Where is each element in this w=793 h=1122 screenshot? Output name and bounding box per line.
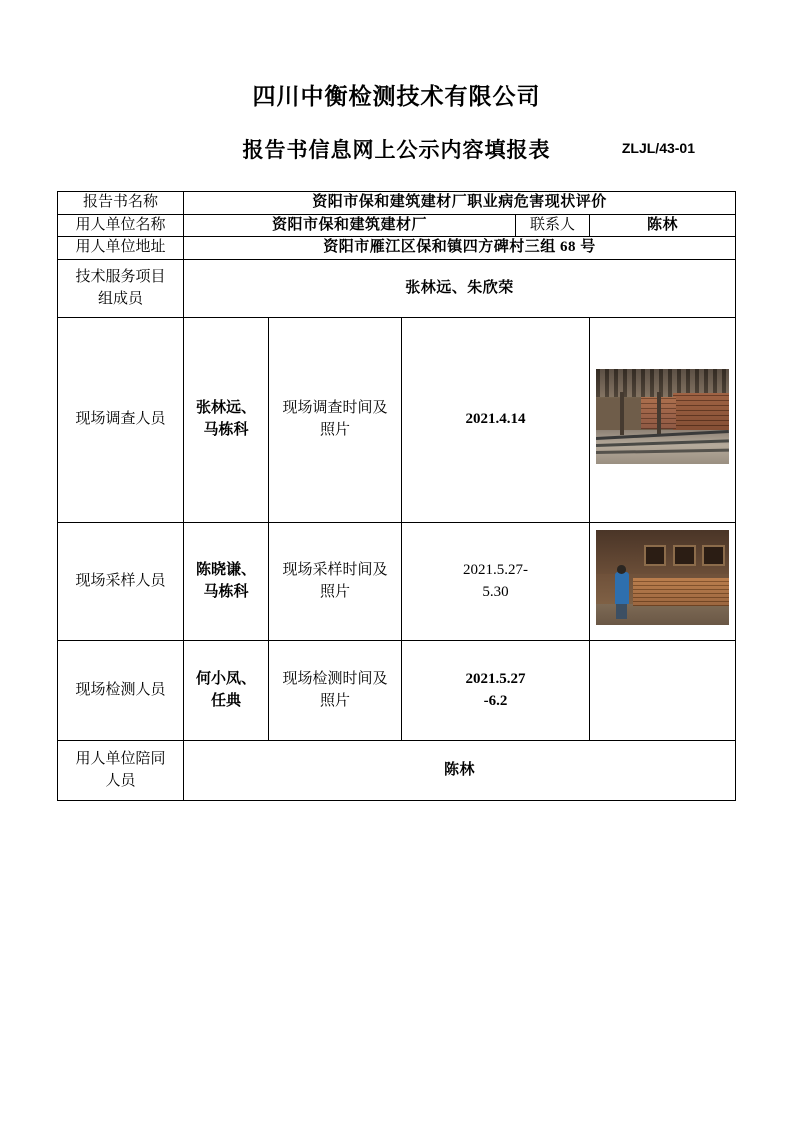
label-site-sampling: 现场采样人员 — [57, 523, 183, 641]
testing-desc-line2: 照片 — [319, 692, 350, 709]
label-contact-person: 联系人 — [515, 214, 589, 237]
photo-worker-head-shape — [617, 565, 626, 574]
value-employer-name: 资阳市保和建筑建材厂 — [183, 214, 515, 237]
table-row-report-name — [57, 191, 735, 214]
label-accompanying-person — [57, 741, 183, 801]
table-row-employer-address — [57, 237, 735, 260]
sampling-desc-line1: 现场采样时间及 — [282, 561, 388, 578]
label-team-members-line1: 技术服务项目 — [75, 268, 166, 285]
value-site-survey-date: 2021.4.14 — [401, 318, 589, 523]
label-site-testing-time-photo — [268, 641, 401, 741]
accompany-label-line1: 用人单位陪同 — [75, 750, 166, 767]
company-title: 四川中衡检测技术有限公司 — [252, 84, 541, 109]
table-row-site-sampling — [57, 523, 735, 641]
label-team-members — [57, 260, 183, 318]
label-site-survey-time-photo — [268, 318, 401, 523]
site-sampling-photo — [596, 530, 729, 625]
site-survey-photo-cell — [589, 318, 735, 523]
testing-date-line1: 2021.5.27 — [465, 670, 526, 687]
survey-person-line1: 张林远、 — [195, 400, 256, 417]
photo-board-stack-shape — [633, 578, 729, 607]
sampling-person-line1: 陈晓谦、 — [195, 561, 256, 578]
value-employer-address: 资阳市雁江区保和镇四方碑村三组 68 号 — [183, 237, 735, 260]
survey-desc-line1: 现场调查时间及 — [282, 400, 388, 417]
photo-window-2-shape — [673, 545, 696, 566]
label-employer-name: 用人单位名称 — [57, 214, 183, 237]
value-site-survey-persons — [183, 318, 268, 523]
photo-window-1-shape — [644, 545, 667, 566]
value-contact-person: 陈林 — [589, 214, 735, 237]
table-row-accompanying-person — [57, 741, 735, 801]
value-team-members: 张林远、朱欣荣 — [183, 260, 735, 318]
value-report-name: 资阳市保和建筑建材厂职业病危害现状评价 — [183, 191, 735, 214]
testing-date-line2: -6.2 — [483, 692, 508, 709]
site-testing-photo-cell — [589, 641, 735, 741]
photo-worker-legs-shape — [616, 603, 627, 618]
site-survey-photo — [596, 369, 729, 464]
label-team-members-line2: 组成员 — [97, 290, 143, 307]
report-info-table — [57, 191, 736, 801]
label-employer-address: 用人单位地址 — [57, 237, 183, 260]
table-row-site-testing — [57, 641, 735, 741]
value-site-testing-persons — [183, 641, 268, 741]
table-row-site-survey — [57, 318, 735, 523]
survey-desc-line2: 照片 — [319, 422, 350, 439]
label-site-testing: 现场检测人员 — [57, 641, 183, 741]
label-report-name: 报告书名称 — [57, 191, 183, 214]
value-site-sampling-date — [401, 523, 589, 641]
sampling-date-line1: 2021.5.27- — [462, 561, 528, 578]
testing-person-line2: 任典 — [210, 692, 241, 709]
form-code: ZLJL/43-01 — [621, 139, 695, 156]
value-site-testing-date — [401, 641, 589, 741]
sampling-desc-line2: 照片 — [319, 583, 350, 600]
table-row-team-members — [57, 260, 735, 318]
photo-worker-body-shape — [615, 572, 630, 604]
survey-person-line2: 马栋科 — [203, 422, 249, 439]
site-sampling-photo-cell — [589, 523, 735, 641]
testing-person-line1: 何小凤、 — [195, 670, 256, 687]
photo-brick-stack-shape — [673, 393, 729, 431]
table-row-employer-name — [57, 214, 735, 237]
value-accompanying-person: 陈林 — [183, 741, 735, 801]
sampling-person-line2: 马栋科 — [203, 583, 249, 600]
photo-window-3-shape — [702, 545, 725, 566]
photo-post-1-shape — [620, 392, 624, 436]
value-site-sampling-persons — [183, 523, 268, 641]
sampling-date-line2: 5.30 — [482, 583, 509, 600]
label-site-survey: 现场调查人员 — [57, 318, 183, 523]
form-title: 报告书信息网上公示内容填报表 — [242, 137, 551, 162]
accompany-label-line2: 人员 — [105, 772, 136, 789]
testing-desc-line1: 现场检测时间及 — [282, 670, 388, 687]
photo-post-2-shape — [657, 392, 661, 436]
title-block — [0, 0, 793, 164]
subtitle-row — [0, 134, 793, 164]
label-site-sampling-time-photo — [268, 523, 401, 641]
